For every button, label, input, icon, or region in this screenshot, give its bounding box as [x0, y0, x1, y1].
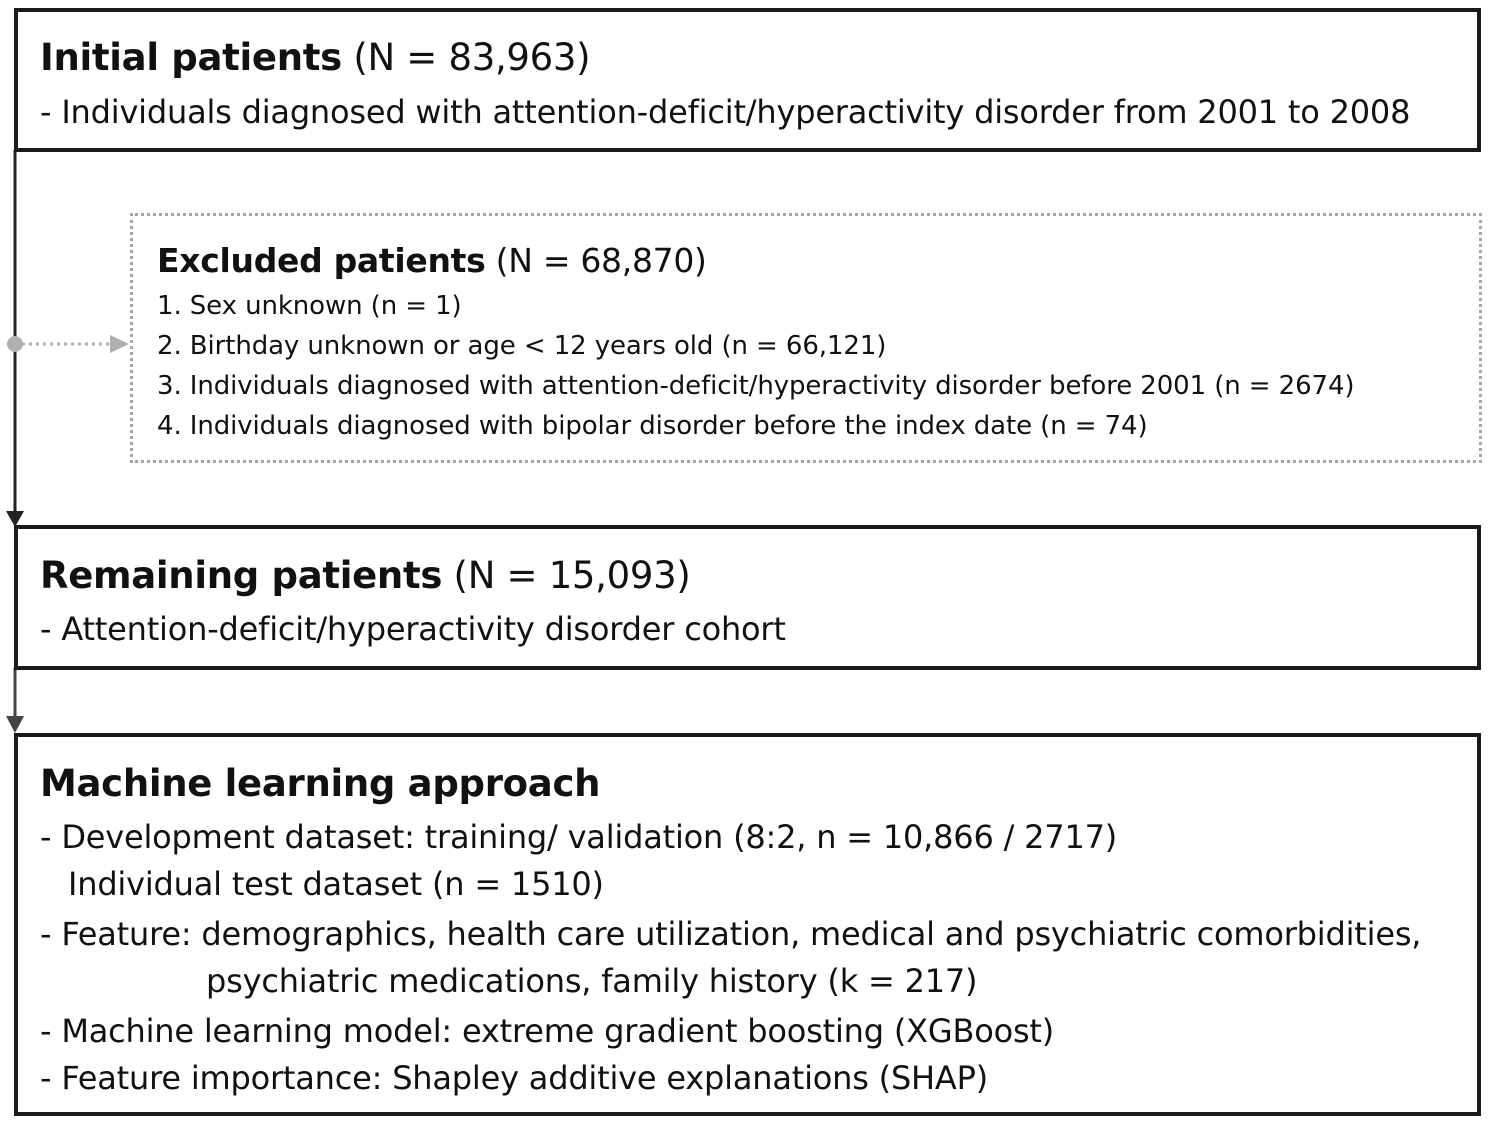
excluded-patients-box — [130, 213, 1482, 463]
remaining-title-count: (N = 15,093) — [442, 554, 691, 597]
initial-title-count: (N = 83,963) — [341, 36, 591, 79]
initial-title — [40, 36, 591, 79]
excluded-item-4: 4. Individuals diagnosed with bipolar disorder before the index date (n = 74) — [157, 411, 1148, 441]
excluded-item-1: 1. Sex unknown (n = 1) — [157, 291, 462, 321]
exclusion-branch-dot — [7, 336, 23, 352]
remaining-patients-box — [14, 525, 1481, 670]
ml-model: - Machine learning model: extreme gradient boosting (XGBoost) — [40, 1012, 1055, 1050]
ml-feature-line-1: - Feature: demographics, health care utilization, medical and psychiatric comorbidities, — [40, 915, 1422, 953]
machine-learning-box — [14, 733, 1481, 1116]
excluded-title — [157, 241, 707, 280]
ml-feature-importance: - Feature importance: Shapley additive explanations (SHAP) — [40, 1059, 988, 1097]
ml-test-dataset: Individual test dataset (n = 1510) — [68, 865, 604, 903]
excluded-title-count: (N = 68,870) — [485, 241, 707, 280]
excluded-item-2: 2. Birthday unknown or age < 12 years old (n = 66,121) — [157, 331, 887, 361]
remaining-title-bold: Remaining patients — [40, 554, 443, 597]
ml-title-bold: Machine learning approach — [40, 762, 601, 805]
initial-title-bold: Initial patients — [40, 36, 342, 79]
ml-feature-line-2: psychiatric medications, family history (k = 217) — [206, 962, 978, 1000]
initial-patients-box — [14, 8, 1481, 152]
ml-development-dataset: - Development dataset: training/ validation (8:2, n = 10,866 / 2717) — [40, 818, 1118, 856]
remaining-description: - Attention-deficit/hyperactivity disorder cohort — [40, 610, 786, 648]
excluded-title-bold: Excluded patients — [157, 241, 486, 280]
ml-title — [40, 762, 601, 805]
initial-description: - Individuals diagnosed with attention-deficit/hyperactivity disorder from 2001 to 2008 — [40, 93, 1411, 131]
excluded-item-3: 3. Individuals diagnosed with attention-deficit/hyperactivity disorder before 2001 (n = 2674) — [157, 371, 1355, 401]
exclusion-arrowhead — [110, 335, 129, 353]
arrowhead-to-ml — [6, 716, 24, 733]
remaining-title — [40, 554, 691, 597]
